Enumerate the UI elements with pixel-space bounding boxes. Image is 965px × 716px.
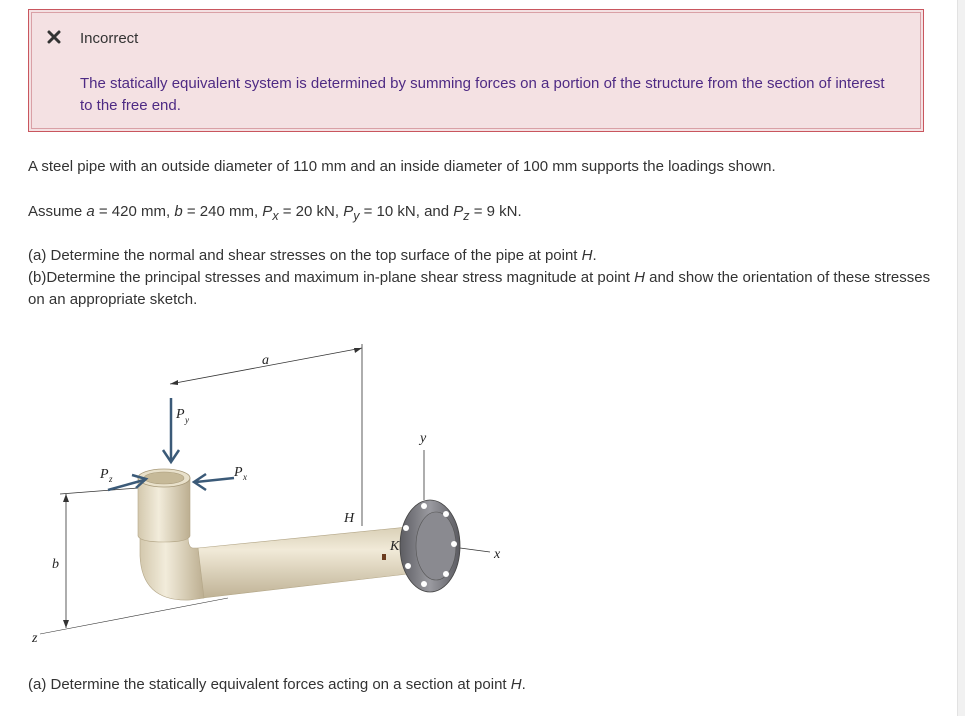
label-y: y [420, 431, 427, 446]
x-axis-line [460, 548, 490, 552]
force-px-arrow [194, 465, 247, 490]
problem-assumptions [28, 201, 938, 227]
part-a-end: . [592, 247, 597, 264]
label-py: P [176, 407, 185, 422]
part-b-text: (b)Determine the principal stresses and maximum in-plane shear stress magnitude at point [28, 269, 635, 286]
vertical-pipe [138, 478, 190, 542]
label-a: a [262, 353, 269, 368]
part-b-rest: and show the orientation of these stresses on an appropriate sketch. [28, 269, 931, 308]
point-k-marker [382, 554, 386, 560]
part-a-question [28, 245, 938, 267]
flange [400, 500, 460, 592]
feedback-message: The statically equivalent system is determined by summing forces on a portion of the structure from the section of interest to the free end. [80, 75, 885, 114]
page-scrollbar[interactable] [957, 0, 965, 716]
var-py: P [343, 203, 354, 220]
val-b: = 240 mm, [182, 203, 263, 220]
label-pz: P [100, 467, 109, 482]
label-px-sub: x [243, 472, 247, 482]
label-px: P [234, 465, 243, 480]
part-b-point: H [634, 269, 645, 286]
val-pz: = 9 kN. [469, 203, 522, 220]
feedback-status-label: Incorrect [80, 30, 139, 47]
sub-pz: z [463, 209, 470, 223]
part-b-question [28, 267, 938, 311]
sub-question-end: . [521, 676, 526, 693]
var-pz: P [453, 203, 464, 220]
var-b: b [174, 203, 183, 220]
pipe-figure [28, 336, 548, 646]
label-b: b [52, 557, 59, 572]
part-a-text: (a) Determine the normal and shear stresses on the top surface of the pipe at point [28, 247, 582, 264]
label-pz-sub: z [109, 474, 113, 484]
label-H: H [344, 511, 355, 526]
sub-px: x [272, 209, 279, 223]
var-a: a [86, 203, 95, 220]
part-a-point: H [581, 247, 593, 264]
sub-question-point: H [510, 676, 522, 693]
sub-question-a [28, 674, 526, 696]
pipe-top-inner [144, 472, 184, 484]
label-z: z [32, 631, 38, 646]
force-py-arrow [163, 398, 189, 462]
sub-question-text: (a) Determine the statically equivalent forces acting on a section at point [28, 676, 511, 693]
problem-intro: A steel pipe with an outside diameter of 110 mm and an inside diameter of 100 mm supports the loadings shown. [28, 158, 776, 175]
val-a: = 420 mm, [94, 203, 175, 220]
val-px: = 20 kN, [278, 203, 344, 220]
incorrect-x-icon [47, 30, 61, 44]
label-py-sub: y [185, 415, 189, 425]
var-px: P [262, 203, 273, 220]
dimension-a [170, 344, 362, 514]
label-K: K [390, 539, 400, 554]
feedback-box [28, 9, 924, 132]
val-py: = 10 kN, and [359, 203, 454, 220]
label-x: x [494, 547, 501, 562]
assume-prefix: Assume [28, 203, 87, 220]
sub-py: y [353, 209, 360, 223]
problem-parts [28, 245, 938, 311]
